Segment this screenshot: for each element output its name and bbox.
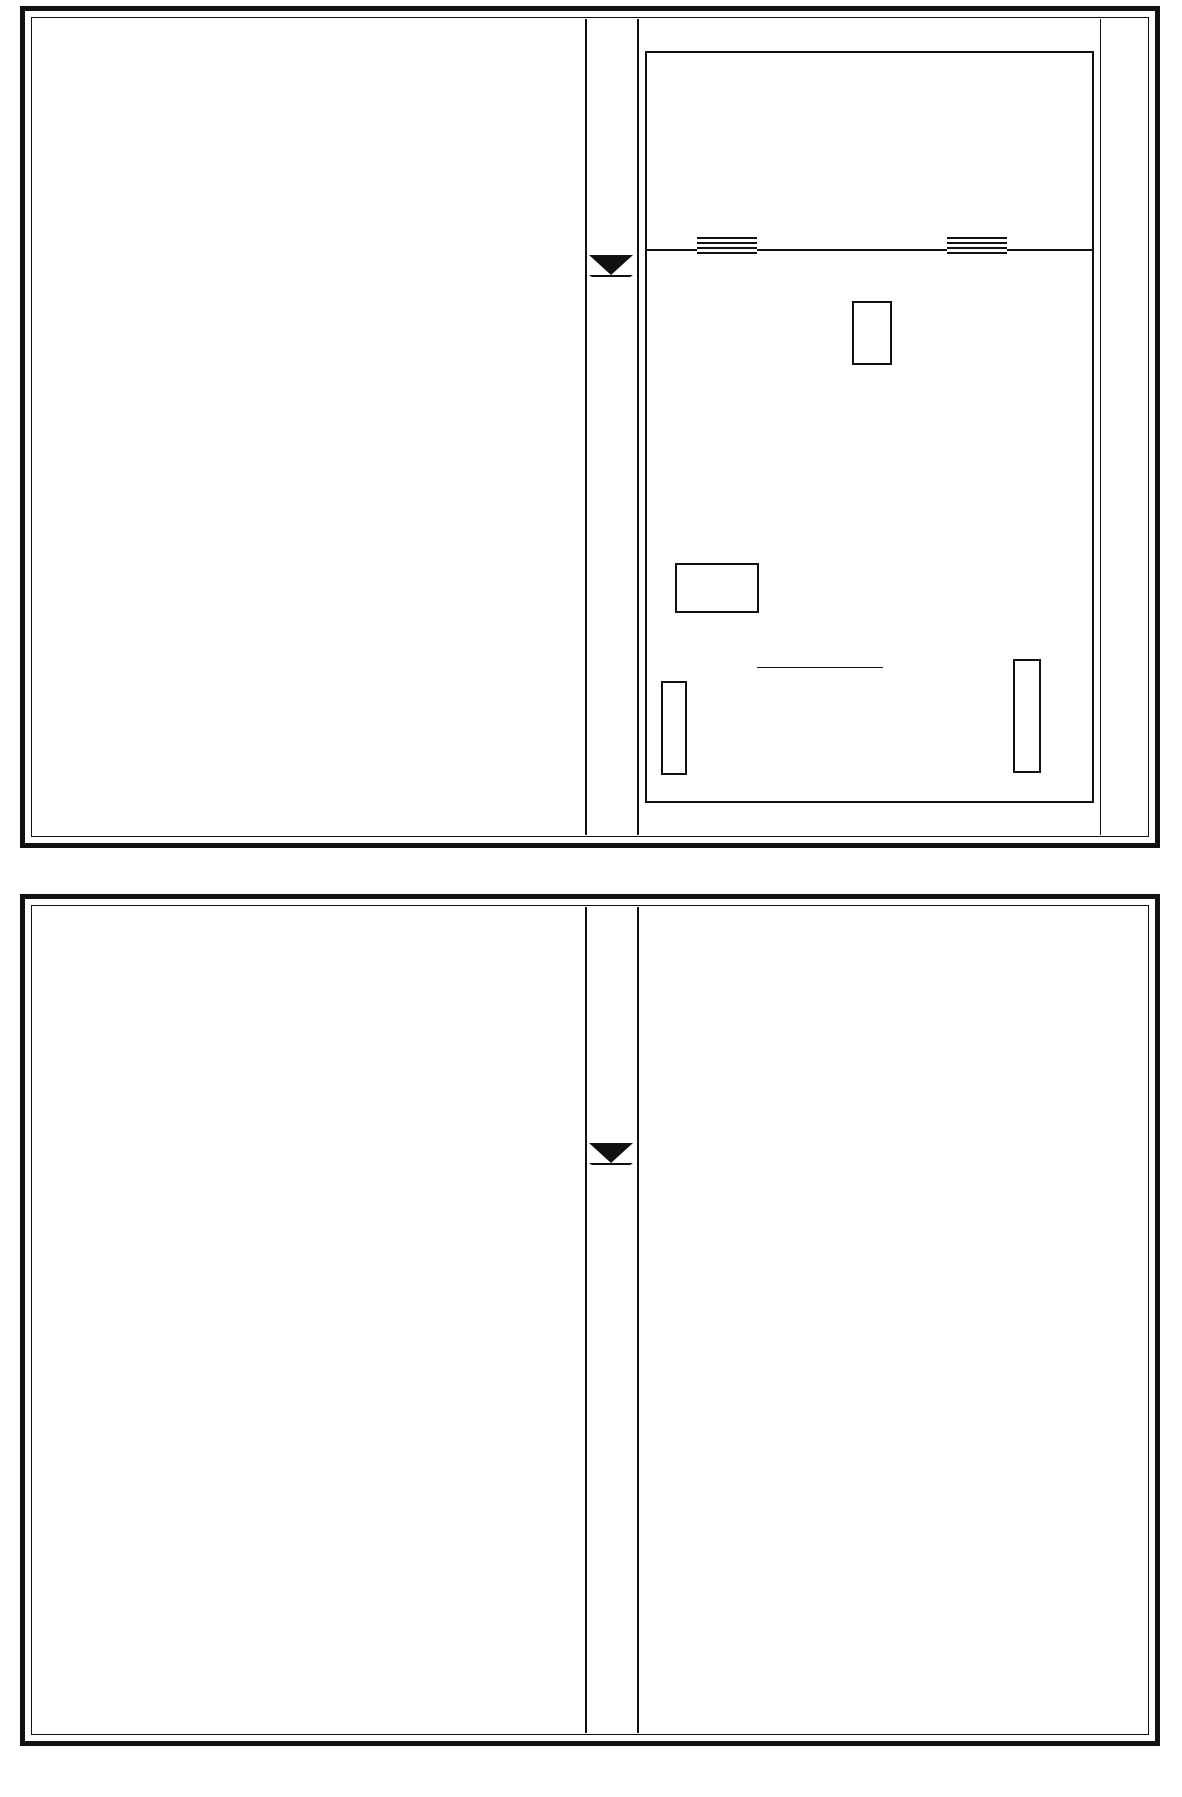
mourning-diagram xyxy=(645,51,1094,803)
fish-tail-mark-lower xyxy=(589,275,633,291)
fish-tail-mark-lower xyxy=(589,1163,633,1179)
temple-area xyxy=(647,53,1092,251)
coffin-box xyxy=(852,301,892,365)
host-box xyxy=(1013,659,1041,773)
guest-platform xyxy=(675,563,759,613)
east-stairs xyxy=(947,237,1007,257)
center-band xyxy=(585,907,639,1733)
top-page-panel xyxy=(20,6,1160,848)
path-line xyxy=(757,667,883,668)
fish-tail-mark xyxy=(589,255,633,275)
west-stairs xyxy=(697,237,757,257)
divider xyxy=(1100,19,1101,835)
fish-tail-mark xyxy=(589,1143,633,1163)
center-band xyxy=(585,19,639,835)
bottom-page-panel xyxy=(20,894,1160,1746)
guest-box xyxy=(661,681,687,775)
